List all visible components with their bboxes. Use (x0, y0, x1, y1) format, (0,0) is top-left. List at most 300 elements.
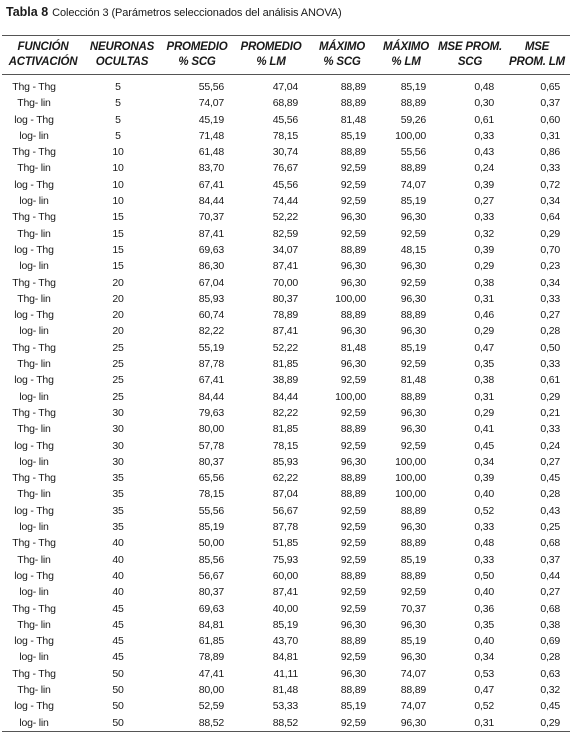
column-header-line: PROM. LM (509, 56, 565, 68)
promedio-lm-cell: 41,11 (273, 667, 298, 680)
maximo-lm-cell: 88,89 (400, 390, 426, 403)
table-row (2, 682, 570, 698)
column-header-line: MSE (524, 41, 550, 53)
mse-scg-cell: 0,29 (474, 260, 494, 273)
funcion-cell: Thg- lin (17, 618, 51, 631)
table-row (2, 438, 570, 454)
funcion-cell: log - Thg (14, 700, 54, 713)
maximo-scg-cell: 92,59 (340, 374, 366, 387)
maximo-lm-cell: 92,59 (400, 358, 426, 371)
maximo-lm-cell: 88,89 (400, 537, 426, 550)
funcion-cell: log- lin (19, 260, 49, 273)
mse-scg-cell: 0,43 (474, 146, 494, 159)
mse-lm-cell: 0,45 (540, 472, 560, 485)
maximo-scg-cell: 92,59 (340, 651, 366, 664)
neuronas-cell: 20 (112, 292, 124, 305)
promedio-lm-cell: 30,74 (272, 146, 298, 159)
mse-lm-cell: 0,25 (540, 521, 560, 534)
promedio-scg-cell: 80,37 (198, 586, 224, 599)
mse-scg-cell: 0,39 (474, 178, 494, 191)
mse-scg-cell: 0,33 (474, 211, 494, 224)
mse-scg-cell: 0,39 (474, 243, 494, 256)
maximo-lm-cell: 92,59 (400, 586, 426, 599)
promedio-lm-cell: 45,56 (272, 113, 298, 126)
table-caption-label: Tabla 8 (6, 5, 49, 19)
mse-scg-cell: 0,29 (474, 406, 494, 419)
promedio-scg-cell: 67,04 (198, 276, 224, 289)
promedio-scg-cell: 80,00 (198, 423, 224, 436)
mse-scg-cell: 0,40 (474, 488, 494, 501)
mse-lm-cell: 0,64 (540, 211, 560, 224)
neuronas-cell: 35 (112, 504, 124, 517)
mse-lm-cell: 0,29 (540, 227, 560, 240)
mse-scg-cell: 0,61 (474, 113, 494, 126)
neuronas-cell: 40 (112, 537, 124, 550)
funcion-cell: Thg - Thg (12, 602, 56, 615)
promedio-scg-cell: 71,48 (198, 129, 224, 142)
mse-scg-cell: 0,33 (474, 129, 494, 142)
neuronas-cell: 35 (112, 472, 124, 485)
promedio-scg-cell: 78,15 (198, 488, 224, 501)
mse-scg-cell: 0,52 (474, 700, 494, 713)
promedio-lm-cell: 40,00 (272, 602, 298, 615)
promedio-scg-cell: 74,07 (198, 97, 224, 110)
mse-lm-cell: 0,86 (540, 146, 560, 159)
table-row (2, 389, 570, 405)
maximo-scg-cell: 96,30 (340, 455, 366, 468)
mse-lm-cell: 0,27 (540, 309, 560, 322)
maximo-lm-cell: 85,19 (400, 553, 426, 566)
mse-lm-cell: 0,21 (540, 406, 560, 419)
table-row (2, 323, 570, 339)
mse-lm-cell: 0,34 (540, 195, 560, 208)
promedio-lm-cell: 34,07 (272, 243, 298, 256)
mse-scg-cell: 0,24 (474, 162, 494, 175)
column-header-line: OCULTAS (95, 56, 149, 68)
promedio-lm-cell: 87,41 (272, 325, 298, 338)
mse-lm-cell: 0,60 (540, 113, 560, 126)
table-row (2, 633, 570, 649)
maximo-lm-cell: 74,07 (400, 667, 426, 680)
funcion-cell: Thg- lin (17, 358, 51, 371)
maximo-lm-cell: 88,89 (400, 683, 426, 696)
table-row (2, 128, 570, 144)
promedio-scg-cell: 84,81 (198, 618, 224, 631)
table-row (2, 160, 570, 176)
funcion-cell: Thg- lin (17, 97, 51, 110)
mse-lm-cell: 0,33 (540, 162, 560, 175)
maximo-lm-cell: 85,19 (400, 341, 426, 354)
neuronas-cell: 40 (112, 569, 124, 582)
mse-scg-cell: 0,38 (474, 276, 494, 289)
mse-lm-cell: 0,33 (540, 358, 560, 371)
table-row (2, 372, 570, 388)
mse-lm-cell: 0,37 (540, 97, 560, 110)
maximo-scg-cell: 88,89 (340, 309, 366, 322)
promedio-scg-cell: 84,44 (198, 195, 224, 208)
promedio-scg-cell: 87,41 (198, 227, 224, 240)
table-row (2, 242, 570, 258)
promedio-scg-cell: 47,41 (198, 667, 224, 680)
mse-lm-cell: 0,33 (540, 423, 560, 436)
mse-scg-cell: 0,39 (474, 472, 494, 485)
header-row (2, 36, 570, 75)
funcion-cell: log - Thg (14, 635, 54, 648)
table-row (2, 405, 570, 421)
promedio-scg-cell: 78,89 (198, 651, 224, 664)
promedio-scg-cell: 61,48 (198, 146, 224, 159)
neuronas-cell: 15 (112, 260, 124, 273)
column-header-line: % LM (256, 56, 286, 68)
mse-scg-cell: 0,30 (474, 97, 494, 110)
maximo-scg-cell: 92,59 (340, 716, 366, 729)
column-header-line: NEURONAS (89, 41, 155, 53)
neuronas-cell: 50 (112, 716, 124, 729)
maximo-lm-cell: 96,30 (400, 292, 426, 305)
maximo-scg-cell: 96,30 (340, 358, 366, 371)
mse-lm-cell: 0,28 (540, 325, 560, 338)
mse-scg-cell: 0,31 (474, 716, 494, 729)
funcion-cell: log- lin (19, 651, 49, 664)
promedio-scg-cell: 55,56 (198, 81, 224, 93)
table-header (2, 36, 570, 75)
column-header-mse-prom-lm (504, 36, 570, 75)
promedio-lm-cell: 81,48 (272, 683, 298, 696)
maximo-scg-cell: 96,30 (340, 276, 366, 289)
funcion-cell: log - Thg (14, 439, 54, 452)
table-row (2, 503, 570, 519)
maximo-lm-cell: 96,30 (400, 211, 426, 224)
maximo-lm-cell: 100,00 (395, 488, 426, 501)
promedio-scg-cell: 45,19 (198, 113, 224, 126)
table-row (2, 291, 570, 307)
neuronas-cell: 25 (112, 358, 124, 371)
neuronas-cell: 5 (115, 97, 121, 110)
maximo-lm-cell: 96,30 (400, 260, 426, 273)
maximo-scg-cell: 81,48 (340, 113, 366, 126)
maximo-lm-cell: 74,07 (400, 178, 426, 191)
maximo-scg-cell: 88,89 (340, 488, 366, 501)
maximo-lm-cell: 96,30 (400, 716, 426, 729)
promedio-scg-cell: 70,37 (198, 211, 224, 224)
mse-lm-cell: 0,28 (540, 488, 560, 501)
neuronas-cell: 50 (112, 700, 124, 713)
mse-lm-cell: 0,23 (540, 260, 560, 273)
promedio-scg-cell: 61,85 (198, 635, 224, 648)
mse-lm-cell: 0,72 (540, 178, 560, 191)
maximo-lm-cell: 92,59 (400, 227, 426, 240)
table-row (2, 112, 570, 128)
promedio-scg-cell: 86,30 (198, 260, 224, 273)
mse-scg-cell: 0,34 (474, 651, 494, 664)
maximo-scg-cell: 92,59 (340, 178, 366, 191)
mse-lm-cell: 0,27 (540, 586, 560, 599)
funcion-cell: Thg - Thg (12, 406, 56, 419)
funcion-cell: Thg - Thg (12, 341, 56, 354)
column-header-line: PROMEDIO (240, 41, 302, 53)
maximo-lm-cell: 100,00 (395, 472, 426, 485)
promedio-lm-cell: 43,70 (272, 635, 298, 648)
promedio-lm-cell: 38,89 (272, 374, 298, 387)
table-row (2, 666, 570, 682)
mse-scg-cell: 0,31 (474, 292, 494, 305)
column-header-maximo-scg (308, 36, 376, 75)
column-header-maximo-lm (376, 36, 436, 75)
promedio-lm-cell: 70,00 (272, 276, 298, 289)
funcion-cell: log- lin (19, 390, 49, 403)
promedio-scg-cell: 65,56 (198, 472, 224, 485)
column-header-line: % SCG (323, 56, 361, 68)
column-header-mse-prom-scg (436, 36, 504, 75)
funcion-cell: log- lin (19, 455, 49, 468)
maximo-scg-cell: 88,89 (340, 683, 366, 696)
neuronas-cell: 15 (112, 211, 124, 224)
promedio-lm-cell: 87,78 (272, 521, 298, 534)
funcion-cell: log - Thg (14, 504, 54, 517)
mse-scg-cell: 0,45 (474, 439, 494, 452)
maximo-scg-cell: 92,59 (340, 537, 366, 550)
table-row (2, 454, 570, 470)
mse-scg-cell: 0,46 (474, 309, 494, 322)
maximo-lm-cell: 92,59 (400, 276, 426, 289)
mse-lm-cell: 0,29 (540, 390, 560, 403)
mse-scg-cell: 0,33 (474, 521, 494, 534)
funcion-cell: log - Thg (14, 113, 54, 126)
mse-lm-cell: 0,61 (540, 374, 560, 387)
column-header-line: SCG (457, 56, 483, 68)
neuronas-cell: 10 (112, 162, 124, 175)
promedio-lm-cell: 75,93 (272, 553, 298, 566)
neuronas-cell: 15 (112, 227, 124, 240)
mse-scg-cell: 0,48 (474, 81, 494, 93)
maximo-lm-cell: 70,37 (400, 602, 426, 615)
maximo-scg-cell: 85,19 (340, 129, 366, 142)
mse-scg-cell: 0,32 (474, 227, 494, 240)
promedio-lm-cell: 68,89 (272, 97, 298, 110)
promedio-lm-cell: 84,44 (272, 390, 298, 403)
maximo-scg-cell: 88,89 (340, 569, 366, 582)
maximo-lm-cell: 48,15 (400, 243, 426, 256)
neuronas-cell: 20 (112, 309, 124, 322)
table-row (2, 226, 570, 242)
table-caption-text: Colección 3 (Parámetros seleccionados del análisis ANOVA) (52, 7, 342, 19)
maximo-scg-cell: 92,59 (340, 162, 366, 175)
maximo-lm-cell: 88,89 (400, 569, 426, 582)
funcion-cell: Thg - Thg (12, 667, 56, 680)
column-header-line: % SCG (178, 56, 216, 68)
funcion-cell: Thg- lin (17, 292, 51, 305)
mse-scg-cell: 0,34 (474, 455, 494, 468)
maximo-lm-cell: 88,89 (400, 504, 426, 517)
promedio-scg-cell: 67,41 (198, 374, 224, 387)
mse-lm-cell: 0,63 (540, 667, 560, 680)
neuronas-cell: 5 (115, 81, 121, 93)
promedio-scg-cell: 60,74 (198, 309, 224, 322)
mse-scg-cell: 0,27 (474, 195, 494, 208)
column-header-line: MÁXIMO (318, 41, 366, 53)
funcion-cell: log - Thg (14, 569, 54, 582)
funcion-cell: Thg- lin (17, 227, 51, 240)
mse-scg-cell: 0,31 (474, 390, 494, 403)
mse-lm-cell: 0,68 (540, 537, 560, 550)
promedio-lm-cell: 74,44 (272, 195, 298, 208)
maximo-lm-cell: 96,30 (400, 521, 426, 534)
promedio-scg-cell: 87,78 (198, 358, 224, 371)
mse-scg-cell: 0,35 (474, 618, 494, 631)
mse-lm-cell: 0,32 (540, 683, 560, 696)
neuronas-cell: 45 (112, 635, 124, 648)
mse-scg-cell: 0,35 (474, 358, 494, 371)
mse-lm-cell: 0,28 (540, 651, 560, 664)
promedio-scg-cell: 84,44 (198, 390, 224, 403)
maximo-scg-cell: 92,59 (340, 406, 366, 419)
maximo-lm-cell: 100,00 (395, 455, 426, 468)
maximo-lm-cell: 81,48 (400, 374, 426, 387)
mse-lm-cell: 0,50 (540, 341, 560, 354)
maximo-scg-cell: 96,30 (340, 667, 366, 680)
table-row (2, 275, 570, 291)
mse-lm-cell: 0,24 (540, 439, 560, 452)
table-row (2, 209, 570, 225)
promedio-lm-cell: 47,04 (272, 81, 298, 93)
promedio-lm-cell: 82,22 (272, 406, 298, 419)
promedio-lm-cell: 62,22 (272, 472, 298, 485)
column-header-promedio-lm (234, 36, 308, 75)
mse-lm-cell: 0,45 (540, 700, 560, 713)
promedio-lm-cell: 78,15 (272, 439, 298, 452)
maximo-lm-cell: 88,89 (400, 97, 426, 110)
mse-lm-cell: 0,27 (540, 455, 560, 468)
mse-lm-cell: 0,29 (540, 716, 560, 729)
mse-scg-cell: 0,40 (474, 635, 494, 648)
promedio-scg-cell: 56,67 (198, 569, 224, 582)
maximo-scg-cell: 92,59 (340, 195, 366, 208)
funcion-cell: log- lin (19, 325, 49, 338)
neuronas-cell: 45 (112, 602, 124, 615)
funcion-cell: log- lin (19, 129, 49, 142)
table-row (2, 698, 570, 714)
table-row (2, 617, 570, 633)
table-row (2, 470, 570, 486)
funcion-cell: Thg - Thg (12, 81, 56, 93)
promedio-lm-cell: 45,56 (272, 178, 298, 191)
table-row (2, 144, 570, 160)
neuronas-cell: 30 (112, 406, 124, 419)
table-caption (6, 5, 342, 19)
promedio-lm-cell: 81,85 (272, 423, 298, 436)
neuronas-cell: 50 (112, 667, 124, 680)
promedio-scg-cell: 55,56 (198, 504, 224, 517)
anova-results-table (2, 35, 570, 732)
table-body (2, 75, 570, 732)
promedio-lm-cell: 88,52 (272, 716, 298, 729)
maximo-scg-cell: 92,59 (340, 227, 366, 240)
table-row (2, 568, 570, 584)
table-row (2, 552, 570, 568)
neuronas-cell: 50 (112, 683, 124, 696)
promedio-lm-cell: 85,93 (272, 455, 298, 468)
funcion-cell: Thg - Thg (12, 211, 56, 224)
maximo-lm-cell: 59,26 (400, 113, 426, 126)
neuronas-cell: 20 (112, 325, 124, 338)
maximo-scg-cell: 96,30 (340, 260, 366, 273)
neuronas-cell: 10 (112, 178, 124, 191)
maximo-scg-cell: 92,59 (340, 586, 366, 599)
neuronas-cell: 45 (112, 651, 124, 664)
promedio-lm-cell: 84,81 (272, 651, 298, 664)
promedio-lm-cell: 80,37 (272, 292, 298, 305)
maximo-scg-cell: 92,59 (340, 521, 366, 534)
promedio-lm-cell: 87,41 (272, 260, 298, 273)
neuronas-cell: 35 (112, 521, 124, 534)
funcion-cell: log- lin (19, 586, 49, 599)
mse-lm-cell: 0,33 (540, 292, 560, 305)
mse-lm-cell: 0,69 (540, 635, 560, 648)
neuronas-cell: 30 (112, 439, 124, 452)
promedio-scg-cell: 55,19 (198, 341, 224, 354)
maximo-scg-cell: 88,89 (340, 635, 366, 648)
maximo-scg-cell: 88,89 (340, 97, 366, 110)
neuronas-cell: 30 (112, 455, 124, 468)
maximo-lm-cell: 88,89 (400, 309, 426, 322)
maximo-scg-cell: 96,30 (340, 325, 366, 338)
mse-scg-cell: 0,29 (474, 325, 494, 338)
maximo-scg-cell: 88,89 (340, 146, 366, 159)
promedio-scg-cell: 85,19 (198, 521, 224, 534)
promedio-scg-cell: 79,63 (198, 406, 224, 419)
mse-scg-cell: 0,36 (474, 602, 494, 615)
mse-scg-cell: 0,47 (474, 683, 494, 696)
column-header-line: MÁXIMO (382, 41, 430, 53)
promedio-lm-cell: 53,33 (272, 700, 298, 713)
maximo-scg-cell: 92,59 (340, 439, 366, 452)
mse-lm-cell: 0,65 (540, 81, 560, 93)
mse-scg-cell: 0,40 (474, 586, 494, 599)
neuronas-cell: 25 (112, 374, 124, 387)
maximo-scg-cell: 96,30 (340, 618, 366, 631)
maximo-scg-cell: 88,89 (340, 243, 366, 256)
maximo-scg-cell: 100,00 (335, 292, 366, 305)
table-row (2, 601, 570, 617)
neuronas-cell: 5 (115, 129, 121, 142)
funcion-cell: Thg - Thg (12, 537, 56, 550)
column-header-line: MSE PROM. (438, 41, 503, 53)
promedio-lm-cell: 52,22 (272, 211, 298, 224)
neuronas-cell: 10 (112, 146, 124, 159)
funcion-cell: Thg - Thg (12, 472, 56, 485)
mse-scg-cell: 0,48 (474, 537, 494, 550)
neuronas-cell: 20 (112, 276, 124, 289)
promedio-scg-cell: 82,22 (198, 325, 224, 338)
funcion-cell: log- lin (19, 521, 49, 534)
table-row (2, 535, 570, 551)
column-header-line: PROMEDIO (166, 41, 228, 53)
maximo-scg-cell: 88,89 (340, 423, 366, 436)
maximo-lm-cell: 55,56 (400, 146, 426, 159)
maximo-lm-cell: 96,30 (400, 406, 426, 419)
neuronas-cell: 25 (112, 341, 124, 354)
promedio-scg-cell: 69,63 (198, 602, 224, 615)
funcion-cell: log - Thg (14, 309, 54, 322)
funcion-cell: Thg - Thg (12, 146, 56, 159)
promedio-scg-cell: 69,63 (198, 243, 224, 256)
mse-scg-cell: 0,47 (474, 341, 494, 354)
promedio-lm-cell: 56,67 (272, 504, 298, 517)
table-row (2, 340, 570, 356)
table-row (2, 307, 570, 323)
maximo-lm-cell: 74,07 (400, 700, 426, 713)
maximo-lm-cell: 92,59 (400, 439, 426, 452)
